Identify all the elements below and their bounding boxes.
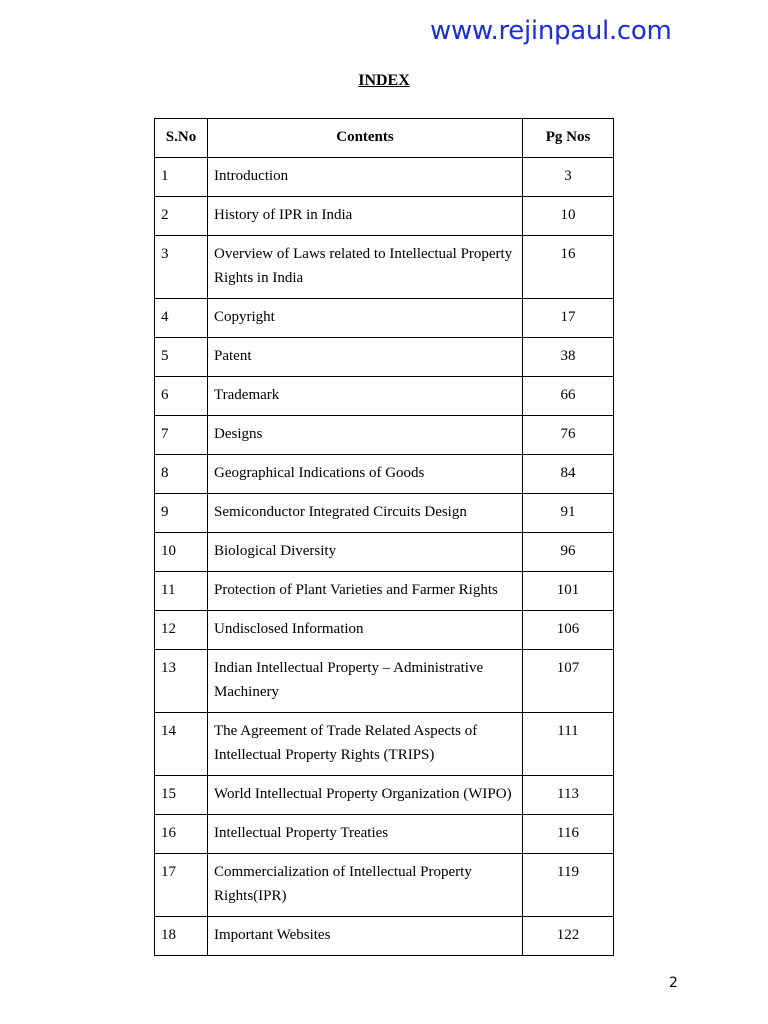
- row-page-number: 96: [523, 533, 614, 572]
- row-content: Copyright: [208, 299, 523, 338]
- row-page-number: 17: [523, 299, 614, 338]
- table-row: [155, 158, 614, 197]
- row-sno: 6: [155, 377, 208, 416]
- row-sno: 2: [155, 197, 208, 236]
- row-sno: 14: [155, 713, 208, 776]
- table-row: [155, 713, 614, 776]
- row-page-number: 91: [523, 494, 614, 533]
- row-sno: 11: [155, 572, 208, 611]
- row-sno: 12: [155, 611, 208, 650]
- table-row: [155, 611, 614, 650]
- site-url-link[interactable]: www.rejinpaul.com: [430, 16, 672, 46]
- row-sno: 17: [155, 854, 208, 917]
- row-page-number: 116: [523, 815, 614, 854]
- row-content: History of IPR in India: [208, 197, 523, 236]
- row-page-number: 107: [523, 650, 614, 713]
- table-row: [155, 776, 614, 815]
- table-row: [155, 299, 614, 338]
- table-row: [155, 854, 614, 917]
- row-sno: 10: [155, 533, 208, 572]
- row-content: Patent: [208, 338, 523, 377]
- table-row: [155, 236, 614, 299]
- index-table: [154, 118, 614, 956]
- row-content: Semiconductor Integrated Circuits Design: [208, 494, 523, 533]
- row-sno: 15: [155, 776, 208, 815]
- row-page-number: 3: [523, 158, 614, 197]
- row-content: Indian Intellectual Property – Administrative Machinery: [208, 650, 523, 713]
- row-sno: 7: [155, 416, 208, 455]
- table-row: [155, 815, 614, 854]
- row-page-number: 111: [523, 713, 614, 776]
- table-header-row: [155, 119, 614, 158]
- table-body: [155, 158, 614, 956]
- row-sno: 8: [155, 455, 208, 494]
- row-sno: 13: [155, 650, 208, 713]
- row-sno: 16: [155, 815, 208, 854]
- row-content: Commercialization of Intellectual Property Rights(IPR): [208, 854, 523, 917]
- header-page-numbers: Pg Nos: [523, 119, 614, 158]
- table-row: [155, 650, 614, 713]
- page-number: 2: [669, 975, 678, 991]
- table-row: [155, 572, 614, 611]
- row-sno: 5: [155, 338, 208, 377]
- row-content: Overview of Laws related to Intellectual Property Rights in India: [208, 236, 523, 299]
- row-content: Biological Diversity: [208, 533, 523, 572]
- table-row: [155, 533, 614, 572]
- row-page-number: 76: [523, 416, 614, 455]
- row-page-number: 122: [523, 917, 614, 956]
- row-sno: 3: [155, 236, 208, 299]
- row-sno: 1: [155, 158, 208, 197]
- table-row: [155, 917, 614, 956]
- row-page-number: 84: [523, 455, 614, 494]
- row-page-number: 101: [523, 572, 614, 611]
- row-page-number: 113: [523, 776, 614, 815]
- header-sno: S.No: [155, 119, 208, 158]
- row-content: Introduction: [208, 158, 523, 197]
- index-title: INDEX: [358, 72, 410, 89]
- row-content: World Intellectual Property Organization (WIPO): [208, 776, 523, 815]
- table-row: [155, 197, 614, 236]
- table-row: [155, 377, 614, 416]
- row-content: The Agreement of Trade Related Aspects of Intellectual Property Rights (TRIPS): [208, 713, 523, 776]
- row-content: Important Websites: [208, 917, 523, 956]
- row-sno: 4: [155, 299, 208, 338]
- row-content: Designs: [208, 416, 523, 455]
- row-content: Intellectual Property Treaties: [208, 815, 523, 854]
- row-page-number: 66: [523, 377, 614, 416]
- row-page-number: 16: [523, 236, 614, 299]
- table-row: [155, 494, 614, 533]
- row-content: Undisclosed Information: [208, 611, 523, 650]
- row-page-number: 10: [523, 197, 614, 236]
- row-content: Geographical Indications of Goods: [208, 455, 523, 494]
- table-row: [155, 338, 614, 377]
- table-row: [155, 455, 614, 494]
- row-page-number: 106: [523, 611, 614, 650]
- row-page-number: 119: [523, 854, 614, 917]
- row-content: Protection of Plant Varieties and Farmer Rights: [208, 572, 523, 611]
- table-row: [155, 416, 614, 455]
- row-sno: 9: [155, 494, 208, 533]
- header-contents: Contents: [208, 119, 523, 158]
- row-content: Trademark: [208, 377, 523, 416]
- row-page-number: 38: [523, 338, 614, 377]
- row-sno: 18: [155, 917, 208, 956]
